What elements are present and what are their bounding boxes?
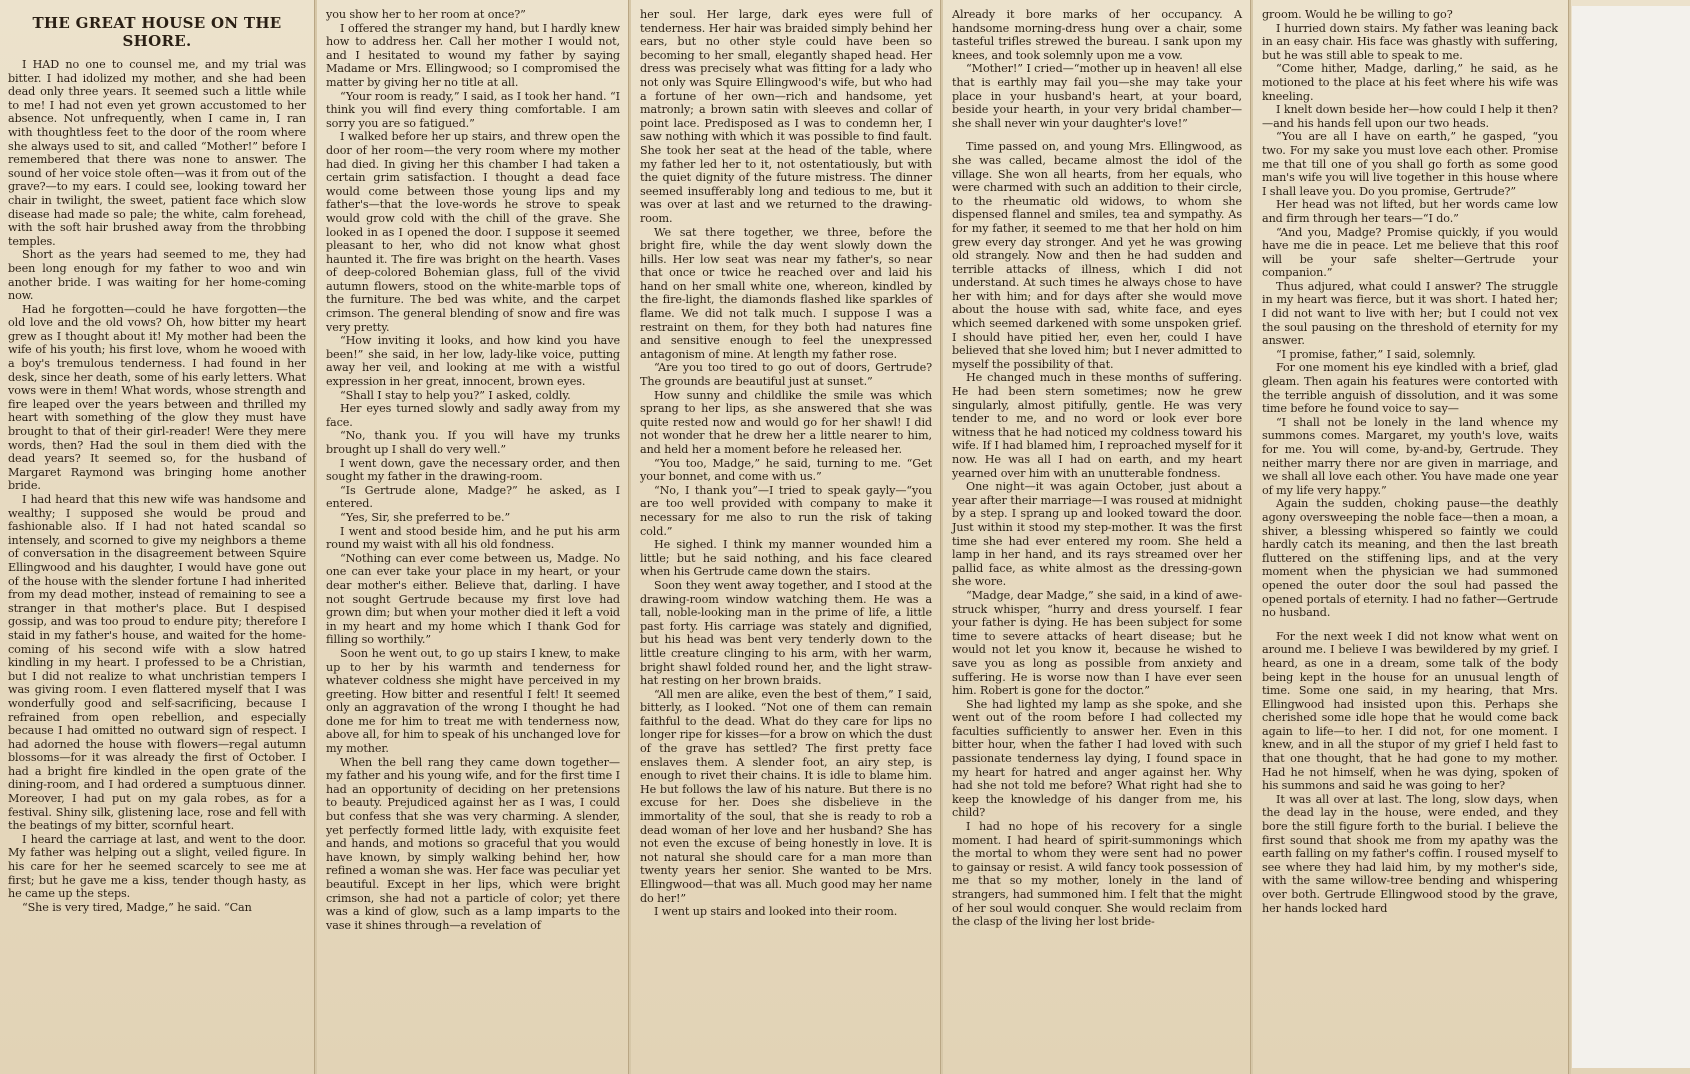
paragraph: One night—it was again October, just about a year after their marriage—I was roused at midnight by a step. I sprang up and looked toward the door. Just within it stood my step-mother. It was the first time she had ever entered my room. She held a lamp in her hand, and its rays streamed over her pallid face, as white almost as the dressing-gown she wore. xyxy=(952,480,1242,589)
paragraph: “No, I thank you”—I tried to speak gayly—“you are too well provided with company to make it necessary for me also to run the risk of taking cold.” xyxy=(640,483,932,538)
column-1 xyxy=(0,6,314,1068)
paragraph: Soon he went out, to go up stairs I knew, to make up to her by his warmth and tenderness for whatever coldness she might have perceived in my greeting. How bitter and resentful I felt! It seemed only an aggravation of the wrong I thought he had done me for him to treat me with tenderness now, above all, for him to speak of his unchanged love for my mother. xyxy=(326,646,620,756)
paragraph: “And you, Madge? Promise quickly, if you would have me die in peace. Let me believe that this roof will be your safe shelter—Gertrude your companion.” xyxy=(1262,225,1558,280)
paragraph: “How inviting it looks, and how kind you have been!” she said, in her low, lady-like voice, putting away her veil, and looking at me with a wistful expression in her great, innocent, brown eyes. xyxy=(326,334,620,389)
paragraph: Already it bore marks of her occupancy. A handsome morning-dress hung over a chair, some tasteful trifles strewed the bureau. I sank upon my knees, and took solemnly upon me a vow. xyxy=(952,8,1242,62)
paragraph: “You are all I have on earth,” he gasped, “you two. For my sake you must love each other. Promise me that till one of you shall go forth as some good man's wife you will live together in this house where I shall leave you. Do you promise, Gertrude?” xyxy=(1262,130,1558,198)
paragraph: “No, thank you. If you will have my trunks brought up I shall do very well.” xyxy=(326,429,620,456)
paragraph: “I shall not be lonely in the land whence my summons comes. Margaret, my youth's love, waits for me. You will come, by-and-by, Gertrude. They neither marry there nor are given in marriage, and we shall all love each other. You have made one year of my life very happy.” xyxy=(1262,415,1558,497)
column-5 xyxy=(1254,6,1566,1068)
column-4 xyxy=(944,6,1250,1068)
paragraph: I had no hope of his recovery for a single moment. I had heard of spirit-summonings which the mortal to whom they were sent had no power to gainsay or resist. A wild fancy took possession of me that so my mother, lonely in the land of strangers, had summoned him. I felt that the might of her soul would conquer. She would reclaim from the clasp of the living her lost bride- xyxy=(952,820,1242,929)
paragraph: “Yes, Sir, she preferred to be.” xyxy=(340,510,511,524)
column-divider xyxy=(940,0,943,1074)
paragraph: I knelt down beside her—how could I help it then?—and his hands fell upon our two heads. xyxy=(1262,103,1558,130)
paragraph: He changed much in these months of suffering. He had been stern sometimes; now he grew singularly, almost pitifully, gentle. He was very tender to me, and no word or look ever bore witness that he had noticed my coldness toward his wife. If I had blamed him, I reproached myself for it now. He was all I had on earth, and my heart yearned over him with an unutterable fondness. xyxy=(952,371,1242,480)
paragraph: I HAD no one to counsel me, and my trial was bitter. I had idolized my mother, and she had been dead only three years. It seemed such a little while to me! I had not even yet grown accustomed to her absence. Not unfrequently, when I came in, I ran with thoughtless feet to the door of the room where she always used to sit, and called “Mother!” before I remembered that there was none to answer. The sound of her voice stole often—was it from out of the grave?—to my ears. I could see, looking toward her chair in twilight, the sweet, patient face which slow disease had made so pale; the white, calm forehead, with the soft hair brushed away from the throbbing temples. xyxy=(8,58,306,248)
column-2 xyxy=(318,6,628,1068)
paragraph: It was all over at last. The long, slow days, when the dead lay in the house, were ended, and they bore the still figure forth to the burial. I believe the first sound that shook me from my apathy was the earth falling on my father's coffin. I roused myself to see where they had laid him, by my mother's side, with the same willow-tree bending and whispering over both. Gertrude Ellingwood stood by the grave, her hands locked hard xyxy=(1262,792,1558,915)
paragraph: I heard the carriage at last, and went to the door. My father was helping out a slight, veiled figure. In his care for her he seemed scarcely to see me at first; but he gave me a kiss, tender though hasty, as he came up the steps. xyxy=(8,832,306,901)
column-divider xyxy=(1568,0,1571,1074)
paragraph: Thus adjured, what could I answer? The struggle in my heart was fierce, but it was short. I hated her; I did not want to live with her; but I could not vex the soul pausing on the threshold of eternity for my answer. xyxy=(1262,279,1558,348)
paragraph: I hurried down stairs. My father was leaning back in an easy chair. His face was ghastly with suffering, but he was still able to speak to me. xyxy=(1262,21,1558,62)
paragraph: I went up stairs and looked into their room. xyxy=(654,905,898,919)
paragraph: her soul. Her large, dark eyes were full of tenderness. Her hair was braided simply behind her ears, but no other style could have been so becoming to her small, elegantly shaped head. Her dress was precisely what was fitting for a lady who not only was Squire Ellingwood's wife, but who had a fortune of her own—rich and handsome, yet matronly; a brown satin with sleeves and collar of point lace. Predisposed as I was to condemn her, I saw nothing with which it was possible to find fault. She took her seat at the head of the table, where my father led her to it, not ostentatiously, but with the quiet dignity of the future mistress. The dinner seemed insufferably long and tedious to me, but it was over at last and we returned to the drawing-room. xyxy=(640,8,932,225)
paragraph: “Madge, dear Madge,” she said, in a kind of awe-struck whisper, “hurry and dress yourself. I fear your father is dying. He has been subject for some time to severe attacks of heart disease; but he would not let you know it, because he wished to save you as long as possible from anxiety and suffering. He is worse now than I have ever seen him. Robert is gone for the doctor.” xyxy=(952,588,1242,698)
paragraph: I went down, gave the necessary order, and then sought my father in the drawing-room. xyxy=(326,456,620,484)
paragraph: Her head was not lifted, but her words came low and firm through her tears—“I do.” xyxy=(1262,198,1558,225)
paragraph: “Shall I stay to help you?” I asked, coldly. xyxy=(340,388,571,402)
column-divider xyxy=(628,0,631,1074)
paragraph: “Mother!” I cried—“mother up in heaven! all else that is earthly may fail you—she may take your place in your husband's heart, at your board, beside your hearth, in your very bridal chamber—she shall never win your daughter's love!” xyxy=(952,62,1242,130)
paragraph: I had heard that this new wife was handsome and wealthy; I supposed she would be proud and fashionable also. If I had not hated scandal so intensely, and scorned to give my neighbors a theme of conversation in the disagreement between Squire Ellingwood and his daughter, I would have gone out of the house with the slender fortune I had inherited from my dead mother, instead of remaining to see a stranger in that mother's place. But I despised gossip, and was too proud to endure pity; therefore I staid in my father's house, and waited for the home-coming of his second wife with a slow hatred kindling in my heart. I professed to be a Christian, but I did not realize to what unchristian tempers I was giving room. I even flattered myself that I was wonderfully good and self-sacrificing, because I refrained from open rebellion, and especially because I had omitted no outward sign of respect. I had adorned the house with flowers—regal autumn blossoms—for it was already the first of October. I had a bright fire kindled in the open grate of the dining-room, and I had ordered a sumptuous dinner. Moreover, I had put on my gala robes, as for a festival. Shiny silk, glistening lace, rose and fell with the beatings of my bitter, scornful heart. xyxy=(8,493,306,833)
paragraph: “You too, Madge,” he said, turning to me. “Get your bonnet, and come with us.” xyxy=(640,456,932,484)
paragraph: “All men are alike, even the best of them,” I said, bitterly, as I looked. “Not one of them can remain faithful to the dead. What do they care for lips no longer ripe for kisses—for a brow on which the dust of the grave has settled? The first pretty face enslaves them. A slender foot, an airy step, is enough to rivet their chains. It is idle to blame him. He but follows the law of his nature. But there is no excuse for her. Does she disbelieve in the immortality of the soul, that she is ready to rob a dead woman of her love and her husband? She has not even the excuse of being honestly in love. It is not natural she should care for a man more than twenty years her senior. She wanted to be Mrs. Ellingwood—that was all. Much good may her name do her!” xyxy=(640,687,932,905)
paragraph: “Your room is ready,” I said, as I took her hand. “I think you will find every thing comfortable. I am sorry you are so fatigued.” xyxy=(326,89,620,130)
paragraph: For the next week I did not know what went on around me. I believe I was bewildered by my grief. I heard, as one in a dream, some talk of the body being kept in the house for an unusual length of time. Some one said, in my hearing, that Mrs. Ellingwood had insisted upon this. Perhaps she cherished some idle hope that he would come back again to life—to her. I did not, for one moment. I knew, and in all the stupor of my grief I held fast to that one thought, that he had gone to my mother. Had he not himself, when he was dying, spoken of his summons and said he was going to her? xyxy=(1262,629,1558,793)
paragraph: Had he forgotten—could he have forgotten—the old love and the old vows? Oh, how bitter my heart grew as I thought about it! My mother had been the wife of his youth; his first love, whom he wooed with a boy's tremulous tenderness. I had found in her desk, since her death, some of his early letters. What vows were in them! What words, whose strength and fire leaped over the years between and thrilled my heart with something of the glow they must have brought to that of their girl-reader! Were they mere words, then? Had the soul in them died with the dead years? It seemed so, for the husband of Margaret Raymond was bringing home another bride. xyxy=(8,302,306,493)
paragraph: For one moment his eye kindled with a brief, glad gleam. Then again his features were contorted with the terrible anguish of dissolution, and it was some time before he found voice to say— xyxy=(1262,361,1558,416)
paragraph: “Are you too tired to go out of doors, Gertrude? The grounds are beautiful just at sunset.” xyxy=(640,361,932,389)
paragraph: We sat there together, we three, before the bright fire, while the day went slowly down the hills. Her low seat was near my father's, so near that once or twice he reached over and laid his hand on her small white one, whereon, kindled by the fire-light, the diamonds flashed like sparkles of flame. We did not talk much. I suppose I was a restraint on them, for they both had natures fine and sensitive enough to feel the unexpressed antagonism of mine. At length my father rose. xyxy=(640,225,932,361)
paragraph: Short as the years had seemed to me, they had been long enough for my father to woo and win another bride. I was waiting for her home-coming now. xyxy=(8,248,306,303)
paragraph: “Nothing can ever come between us, Madge. No one can ever take your place in my heart, or your dear mother's either. Believe that, darling. I have not sought Gertrude because my first love had grown dim; but when your mother died it left a void in my heart and my home which I thank God for filling so worthily.” xyxy=(326,551,620,647)
paragraph: How sunny and childlike the smile was which sprang to her lips, as she answered that she was quite rested now and would go for her shawl! I did not wonder that he drew her a little nearer to him, and held her a moment before he released her. xyxy=(640,388,932,456)
paragraph: Soon they went away together, and I stood at the drawing-room window watching them. He was a tall, noble-looking man in the prime of life, a little past forty. His carriage was stately and dignified, but his head was bent very tenderly down to the little creature clinging to his arm, with her warm, bright shawl folded round her, and the light straw-hat resting on her brown braids. xyxy=(640,578,932,688)
page-margin xyxy=(1572,6,1690,1068)
paragraph: He sighed. I think my manner wounded him a little; but he said nothing, and his face cleared when his Gertrude came down the stairs. xyxy=(640,538,932,579)
paragraph: groom. Would he be willing to go? xyxy=(1262,8,1453,21)
column-divider xyxy=(1250,0,1253,1074)
column-3 xyxy=(632,6,940,1068)
paragraph: I went and stood beside him, and he put his arm round my waist with all his old fondness. xyxy=(326,524,620,552)
paragraph: “Is Gertrude alone, Madge?” he asked, as I entered. xyxy=(326,483,620,511)
paragraph: I walked before her up stairs, and threw open the door of her room—the very room where my mother had died. In giving her this chamber I had taken a certain grim satisfaction. I thought a dead face would come between those young lips and my father's—that the love-words he strove to speak would grow cold with the chill of the grave. She looked in as I opened the door. I suppose it seemed pleasant to her, who did not know what ghost haunted it. The fire was bright on the hearth. Vases of deep-colored Bohemian glass, full of the vivid autumn flowers, stood on the white-marble tops of the furniture. The bed was white, and the carpet crimson. The general blending of snow and fire was very pretty. xyxy=(326,130,620,334)
paragraph: “Come hither, Madge, darling,” he said, as he motioned to the place at his feet where his wife was kneeling. xyxy=(1262,62,1558,103)
story-title: THE GREAT HOUSE ON THE SHORE. xyxy=(32,14,282,50)
paragraph: Her eyes turned slowly and sadly away from my face. xyxy=(326,402,620,429)
paragraph: you show her to her room at once?” xyxy=(326,8,526,21)
paragraph: Again the sudden, choking pause—the deathly agony oversweeping the noble face—then a moan, a shiver, a blessing whispered so faintly we could hardly catch its meaning, and then the last breath fluttered on the stiffening lips, and at the very moment when the physician we had summoned opened the outer door the soul had passed the opened portals of eternity. I had no father—Gertrude no husband. xyxy=(1262,497,1558,620)
paragraph: “I promise, father,” I said, solemnly. xyxy=(1276,347,1476,361)
paragraph: When the bell rang they came down together—my father and his young wife, and for the first time I had an opportunity of deciding on her pretensions to beauty. Prejudiced against her as I was, I could but confess that she was very charming. A slender, yet perfectly formed little lady, with exquisite feet and hands, and motions so graceful that you would have known, by simply walking behind her, how refined a woman she was. Her face was peculiar yet beautiful. Except in her lips, which were bright crimson, she had not a particle of color; yet there was a kind of glow, such as a lamp imparts to the vase it shines through—a revelation of xyxy=(326,755,620,932)
paragraph: I offered the stranger my hand, but I hardly knew how to address her. Call her mother I would not, and I hesitated to wound my father by saying Madame or Mrs. Ellingwood; so I compromised the matter by giving her no title at all. xyxy=(326,21,620,89)
paragraph: Time passed on, and young Mrs. Ellingwood, as she was called, became almost the idol of the village. She won all hearts, from her equals, who were charmed with such an addition to their circle, to the rheumatic old widows, to whom she dispensed flannel and smiles, tea and sympathy. As for my father, it seemed to me that her hold on him grew every day stronger. And yet he was growing old strangely. Now and then he had sudden and terrible attacks of illness, which I did not understand. At such times he always chose to have her with him; and for days after she would move about the house with sad, white face, and eyes which seemed darkened with some unspoken grief. I should have pitied her, even her, could I have believed that she loved him; but I never admitted to myself the possibility of that. xyxy=(952,140,1242,371)
paragraph: “She is very tired, Madge,” he said. “Can xyxy=(22,900,252,914)
column-divider xyxy=(314,0,317,1074)
paragraph: She had lighted my lamp as she spoke, and she went out of the room before I had collected my faculties sufficiently to answer her. Even in this bitter hour, when the father I had loved with such passionate tenderness lay dying, I found space in my heart for hatred and anger against her. Why had she not told me before? What right had she to keep the knowledge of his danger from me, his child? xyxy=(952,697,1242,820)
